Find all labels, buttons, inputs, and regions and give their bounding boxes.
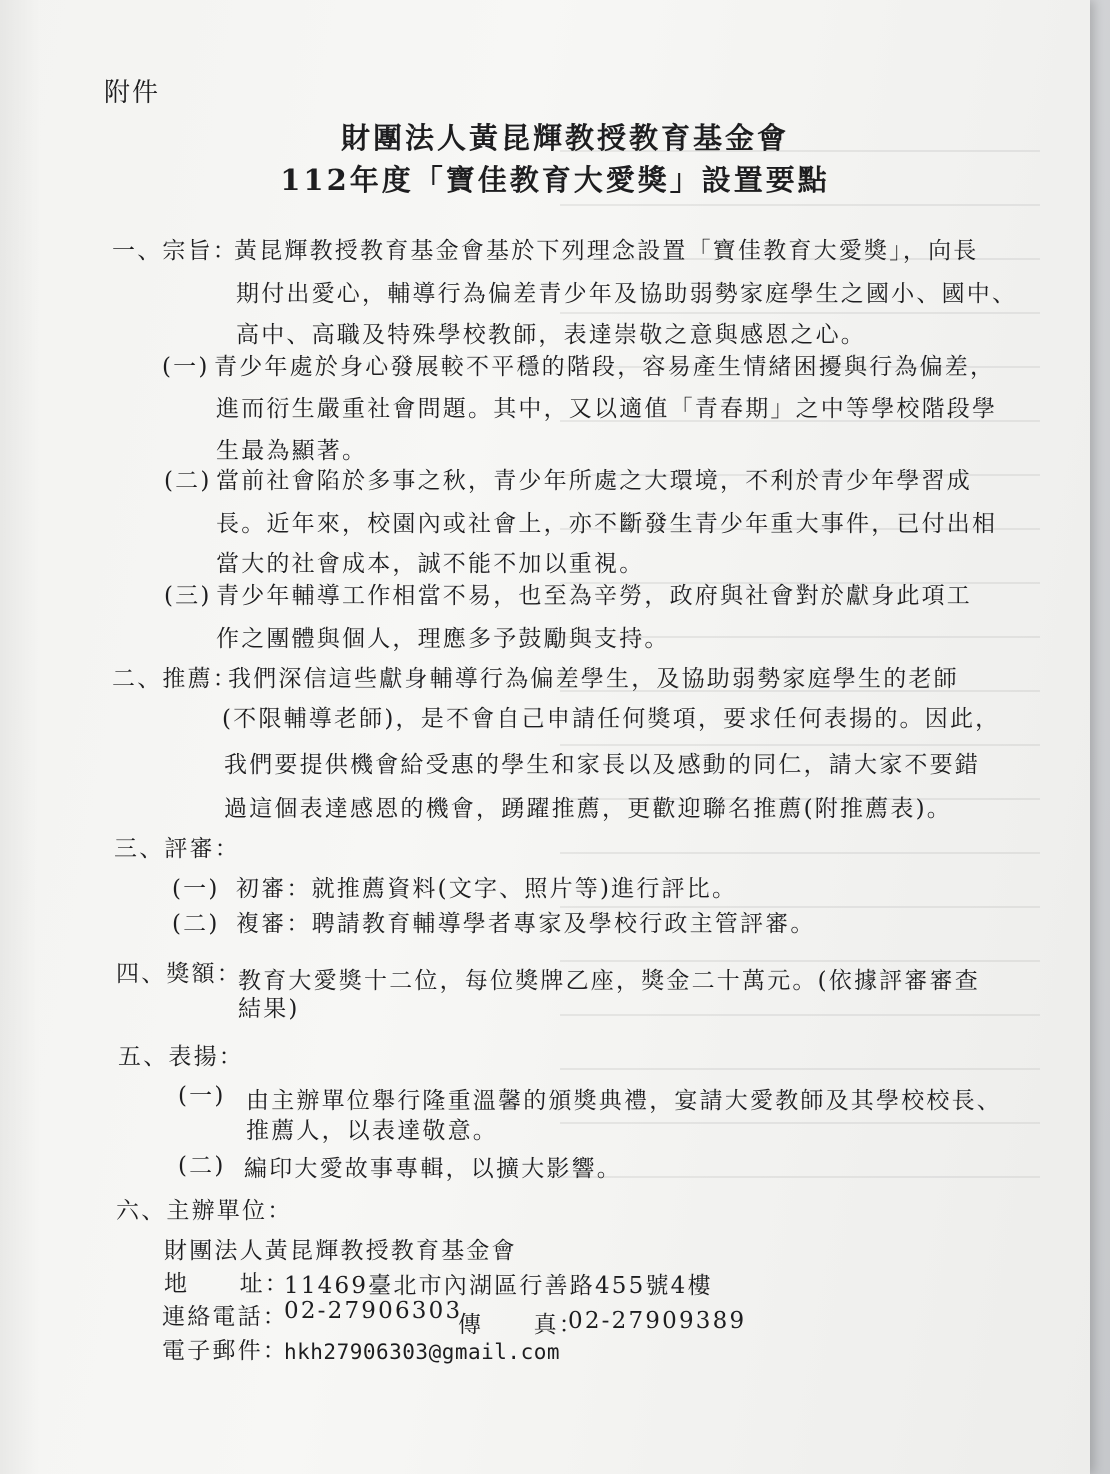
section2-line: 過這個表達感恩的機會，踴躍推薦，更歡迎聯名推薦(附推薦表)。: [224, 796, 952, 822]
fax-value: 02-27909389: [568, 1308, 747, 1334]
section2-line: 我們要提供機會給受惠的學生和家長以及感動的同仁，請大家不要錯: [224, 752, 980, 778]
section3-item2-marker: (二): [172, 911, 220, 937]
section1-item1-line: 生最為顯著。: [216, 438, 368, 464]
section5-heading: 五、表揚：: [118, 1044, 244, 1070]
section1-item2-line: 長。近年來，校園內或社會上，亦不斷發生青少年重大事件，已付出相: [216, 511, 998, 537]
section2-line: (不限輔導老師)，是不會自己申請任何獎項，要求任何表揚的。因此，: [222, 706, 1001, 732]
section6-heading: 六、主辦單位：: [116, 1198, 293, 1224]
address-label: 地 址：: [164, 1271, 290, 1297]
section1-heading: 一、宗旨：: [112, 238, 238, 264]
attachment-label: 附件: [104, 78, 161, 108]
section3-item2-text: 複審：聘請教育輔導學者專家及學校行政主管評審。: [236, 911, 816, 937]
section1-item1-marker: (一): [162, 354, 210, 380]
section4-heading: 四、獎額：: [116, 961, 242, 987]
phone-value: 02-27906303: [284, 1298, 463, 1324]
section1-item1-line: 青少年處於身心發展較不平穩的階段，容易產生情緒困擾與行為偏差，: [214, 354, 996, 380]
title-line-2: 112年度「寶佳教育大愛獎」設置要點: [280, 163, 830, 197]
email-label: 電子郵件：: [162, 1338, 288, 1364]
email-value: hkh27906303@gmail.com: [284, 1340, 561, 1364]
section2-line: 我們深信這些獻身輔導行為偏差學生，及協助弱勢家庭學生的老師: [228, 666, 959, 692]
section1-intro-line: 高中、高職及特殊學校教師，表達崇敬之意與感恩之心。: [236, 322, 866, 348]
section3-heading: 三、評審：: [114, 836, 240, 862]
section1-item3-line: 作之團體與個人，理應多予鼓勵與支持。: [216, 626, 670, 652]
section5-item1-marker: (一): [178, 1083, 226, 1109]
section5-item1-line: 由主辦單位舉行隆重溫馨的頒獎典禮，宴請大愛教師及其學校校長、: [246, 1088, 1002, 1114]
section2-heading: 二、推薦：: [112, 666, 238, 692]
section5-item2-line: 編印大愛故事專輯，以擴大影響。: [244, 1156, 622, 1182]
section1-intro-line: 期付出愛心，輔導行為偏差青少年及協助弱勢家庭學生之國小、國中、: [236, 281, 1018, 307]
phone-label: 連絡電話：: [162, 1304, 288, 1330]
address-value: 11469臺北市內湖區行善路455號4樓: [284, 1273, 713, 1299]
section1-intro-line: 黃昆輝教授教育基金會基於下列理念設置「寶佳教育大愛獎」，向長: [234, 238, 979, 264]
section3-item1-text: 初審：就推薦資料(文字、照片等)進行評比。: [236, 876, 738, 902]
fax-label: 傳 真：: [458, 1312, 584, 1338]
organizer-name: 財團法人黃昆輝教授教育基金會: [164, 1238, 517, 1264]
section3-item1-marker: (一): [172, 876, 220, 902]
section1-item3-marker: (三): [164, 583, 212, 609]
section1-item1-line: 進而衍生嚴重社會問題。其中，又以適值「青春期」之中等學校階段學: [216, 396, 998, 422]
title-line-1: 財團法人黃昆輝教授教育基金會: [340, 121, 789, 155]
section4-line: 教育大愛獎十二位，每位獎牌乙座，獎金二十萬元。(依據評審審查: [238, 968, 980, 994]
section5-item1-line: 推薦人，以表達敬意。: [246, 1118, 498, 1144]
section1-item2-line: 當前社會陷於多事之秋，青少年所處之大環境，不利於青少年學習成: [216, 468, 972, 494]
section1-item2-line: 當大的社會成本，誠不能不加以重視。: [216, 551, 645, 577]
section1-item2-marker: (二): [164, 468, 212, 494]
section4-line: 結果): [238, 996, 300, 1022]
section5-item2-marker: (二): [178, 1153, 226, 1179]
section1-item3-line: 青少年輔導工作相當不易，也至為辛勞，政府與社會對於獻身此項工: [216, 583, 972, 609]
